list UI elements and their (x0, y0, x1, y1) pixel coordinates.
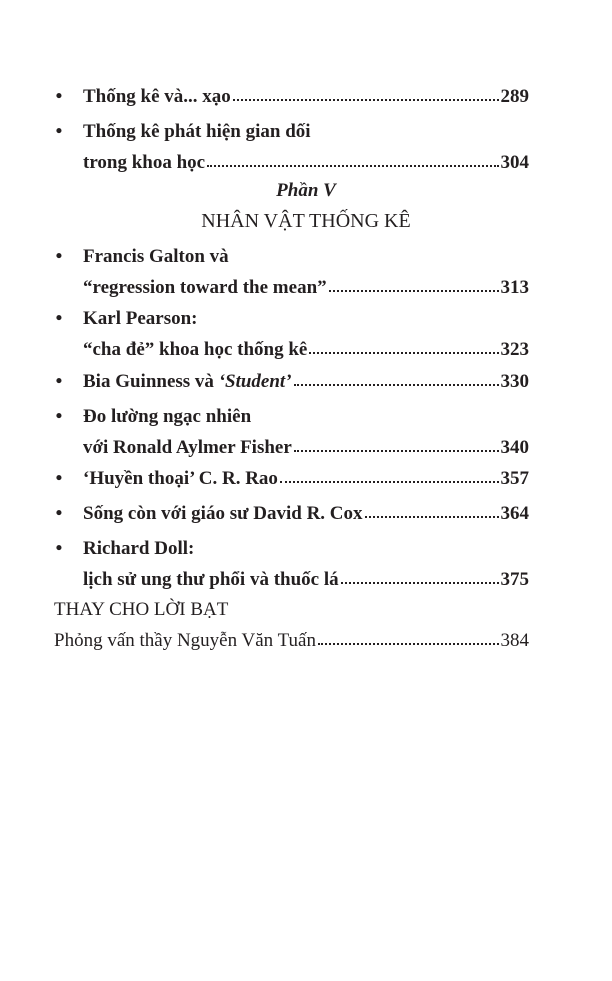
dot-leader (207, 161, 498, 167)
dot-leader (280, 477, 499, 483)
page-number: 330 (500, 371, 529, 392)
bullet: • (55, 538, 63, 559)
toc-entry[interactable] (54, 303, 529, 365)
bullet: • (55, 371, 63, 392)
dot-leader (318, 639, 499, 645)
entry-title: Thống kê và... xạo (83, 86, 231, 107)
dot-leader (294, 380, 499, 386)
dot-leader (294, 446, 499, 452)
bullet: • (55, 503, 63, 524)
page-number: 313 (500, 277, 529, 298)
epilogue-title: Phỏng vấn thầy Nguyễn Văn Tuấn (54, 630, 316, 651)
toc-entry[interactable] (54, 498, 529, 529)
toc-entry[interactable] (54, 116, 529, 178)
entry-title-cont: trong khoa học (83, 152, 206, 173)
toc-entry[interactable] (54, 533, 529, 595)
page-number: 289 (500, 86, 529, 107)
entry-title: Bia Guinness và (83, 371, 214, 392)
bullet: • (55, 121, 63, 142)
entry-title: Richard Doll: (83, 538, 195, 559)
dot-leader (365, 512, 499, 518)
page-number: 364 (500, 503, 529, 524)
entry-title: Thống kê phát hiện gian dối (83, 121, 311, 142)
entry-title: Francis Galton và (83, 246, 229, 267)
entry-title-italic: ‘Student’ (218, 371, 292, 392)
epilogue-heading: THAY CHO LỜI BẠT (54, 599, 229, 620)
bullet: • (55, 246, 63, 267)
toc-entry[interactable] (54, 241, 529, 303)
entry-title-cont: lịch sử ung thư phổi và thuốc lá (83, 569, 339, 590)
entry-title-cont: “cha đẻ” khoa học thống kê (83, 339, 308, 360)
entry-title: Sống còn với giáo sư David R. Cox (83, 503, 363, 524)
page-number: 375 (500, 569, 529, 590)
bullet: • (55, 86, 63, 107)
page-number: 304 (500, 152, 529, 173)
page-number: 357 (500, 468, 529, 489)
entry-title-cont: “regression toward the mean” (83, 277, 327, 298)
part-label: Phần V (276, 180, 336, 201)
bullet: • (55, 406, 63, 427)
dot-leader (309, 348, 498, 354)
toc-entry[interactable] (54, 463, 529, 494)
page-number: 323 (500, 339, 529, 360)
part-title: NHÂN VẬT THỐNG KÊ (201, 210, 411, 232)
entry-title: Đo lường ngạc nhiên (83, 406, 252, 427)
bullet: • (55, 308, 63, 329)
page-number: 384 (500, 630, 529, 651)
dot-leader (341, 578, 499, 584)
toc-entry[interactable] (54, 401, 529, 463)
epilogue-section[interactable] (54, 594, 529, 656)
page-number: 340 (500, 437, 529, 458)
toc-entry[interactable] (54, 366, 529, 397)
entry-title: ‘Huyền thoại’ C. R. Rao (83, 468, 278, 489)
dot-leader (329, 286, 499, 292)
entry-title: Karl Pearson: (83, 308, 198, 329)
bullet: • (55, 468, 63, 489)
entry-title-cont: với Ronald Aylmer Fisher (83, 437, 292, 458)
toc-entry[interactable] (54, 81, 529, 112)
dot-leader (233, 95, 499, 101)
